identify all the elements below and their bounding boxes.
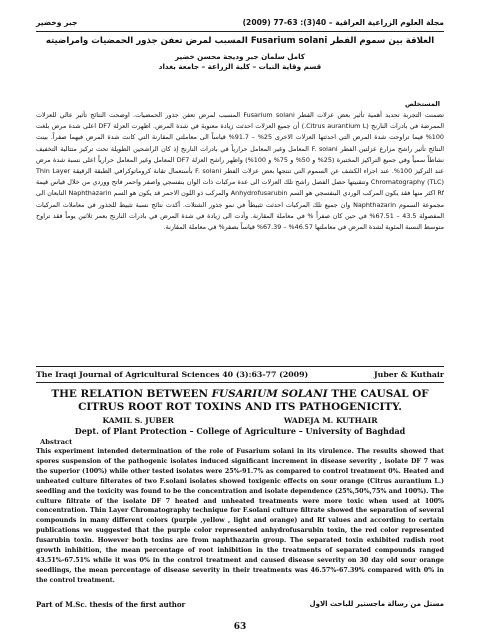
arabic-title: العلاقة بين سموم الفطر Fusarium solani المسبب لمرض تعفن جذور الحمضيات وامراضيته [45, 36, 435, 46]
english-affiliation: Dept. of Plant Protection – College of Agriculture – University of Baghdad [74, 426, 406, 436]
arabic-running-authors: جبر وخضير [36, 17, 78, 27]
english-title-species: FUSARIUM SOLANI [211, 388, 328, 400]
english-running-header [36, 367, 444, 381]
english-journal-citation: The Iraqi Journal of Agricultural Sciences 40 (3):63-77 (2009) [36, 369, 309, 379]
english-abstract-label: Abstract [40, 438, 73, 446]
arabic-affiliation: قسم وقاية النبات – كلية الزراعة – جامعة بغداد [158, 62, 322, 71]
footnote-english: Part of M.Sc. thesis of the first author [36, 599, 186, 609]
arabic-authors-block [36, 52, 444, 72]
english-author-2: WADEJA M. KUTHAIR [283, 416, 378, 425]
footnote [36, 598, 444, 610]
section-rule-lower [36, 382, 444, 383]
footnote-arabic: مستل من رسالة ماجستير للباحث الاول [309, 600, 444, 608]
arabic-abstract-label: المستخلص [405, 100, 440, 108]
header-rule-top [36, 31, 444, 32]
english-title-part1: THE RELATION BETWEEN [51, 388, 212, 400]
english-title-line1 [36, 388, 444, 401]
english-title-part2: THE CAUSAL OF [327, 388, 429, 400]
english-running-authors: Juber & Kuthair [373, 369, 444, 379]
english-title-line2: CITRUS ROOT ROT TOXINS AND ITS PATHOGENICITY. [78, 401, 402, 413]
arabic-running-header [36, 14, 444, 30]
arabic-abstract: تضمنت التجربة تحديد أهمية تأثير بعض عزلات الفطر Fusarium solani المسبب لمرض تعفن جذور الحمضيات. اوضحت النتائج تأثير عالي للعزلات الممرضة في بادرات النارنج (Citrus aurantium L.) أن جميع العزلات احدثت زيادة معنوية في شدة المرض. اظهرت العزلة DF7 اعلى شدة مرض بلغت 100% فيما تراوحت شدة المرض التي احدثتها العزلات الاخرى 25% – 91.7% قياساً الى معاملتي المقارنة التي كانت شدة المرض فيهما صفراً. بينت النتائج تأثير راشح مزارع عزلتين الفطر F. solani المعامل وغير المعامل حرارياً في بادرات النارنج إذ كان الراشحين الطويلة تحت تركيز متتالية التخفيف نشاطاً سمياً وفي جميع التراكيز المختبرة (25% و 50% و 75% و 100%) واظهر راشح العزلة DF7 المعامل وغير المعامل حرارياً اعلى نسبة شدة مرض عند التركيز 100%. عند اجراء الكشف عن السموم التي تنتجها بعض عزلات الفطر F. solani بأستعمال تقانة كروماتوكرافي الطبقة الرقيقة Thin Layer Chromatography (TLC) وتتقنيتها حصل الفصل راشح تلك العزلات الى عدة مركبات ذات الوان بنفسجي واصفر واحمر فاتح ووردي من خلال قياس قيمة Rf اكثر منها فقد يكون المركب الوردي البنفسجي هو السم Anhydrofusarubin والمركب ذو اللون الاحمر قد يكون هو السم Naphthazarin التابعان الى مجموعة السموم Naphthazarin وان جميع تلك المركبات احدثت تثبيطاً في نمو جذور الشتلات. أكدت نتائج نسبة تثبيط للجذور في معاملات المركبات المفصولة 43.5 – 67.51% في حين كان صفراً % في معاملة المقارنة. وأدت الى زيادة في شدة المرض في بادرات النارنج بعمر ثلاثين يوماً فقد تراوح متوسط النسبة المئوية لشدة المرض في معاملتها 46.57% – 67.39% قياساً بصفر% في معاملة المقارنة. [36, 111, 444, 232]
english-abstract: This experiment intended determination of the role of Fusarium solani in its virulence. The results showed that spores suspension of the pathogenic isolates induced significant increment in disease severity , isolate DF 7 was the superior (100%) while other tested isolates were 25%-91.7% as compared to control treatment 0%. Heated and unheated culture filterates of two F.solani isolates showed toxigenic effects on sour orange (Citrus aurantium L.) seedling and the toxicity was found to be the concentration and isolate dependence (25%,50%,75% and 100%). The culture filtrate of the isolate DF 7 heated and unheated treatments were more toxic when used at 100% concentration. Thin Layer Chromatography technique for F.solani culture filtrate showed the separation of several compounds in many different colors (purple ,yellow , light and orange) and Rf values and according to certain publications we suggested that the purple color represented anhydrofusarubin toxin, the red color represented fusarubin toxin. However both toxins are from naphthazarin group. The separated toxin exhibited radish root growth inhibition, the mean percentage of root inhibition in the treatments of separated compounds ranged 43.51%-67.51% while it was 0% in the control treatment and caused disease severity on 30 day old sour orange seedlings, the mean percentage of disease severity in their treatments was 46.57%-67.39% compared with 0% in the control treatment. [36, 448, 444, 584]
english-authors [36, 416, 444, 425]
english-title [36, 388, 444, 414]
page-number: 63 [233, 622, 247, 632]
arabic-journal-citation: مجلة العلوم الزراعية العراقية – 40(3): 63-77 (2009) [242, 17, 444, 27]
arabic-author-names: كامل سلمان جبر وديجة محسن خضير [175, 52, 305, 61]
english-author-1: KAMIL S. JUBER [102, 416, 174, 425]
